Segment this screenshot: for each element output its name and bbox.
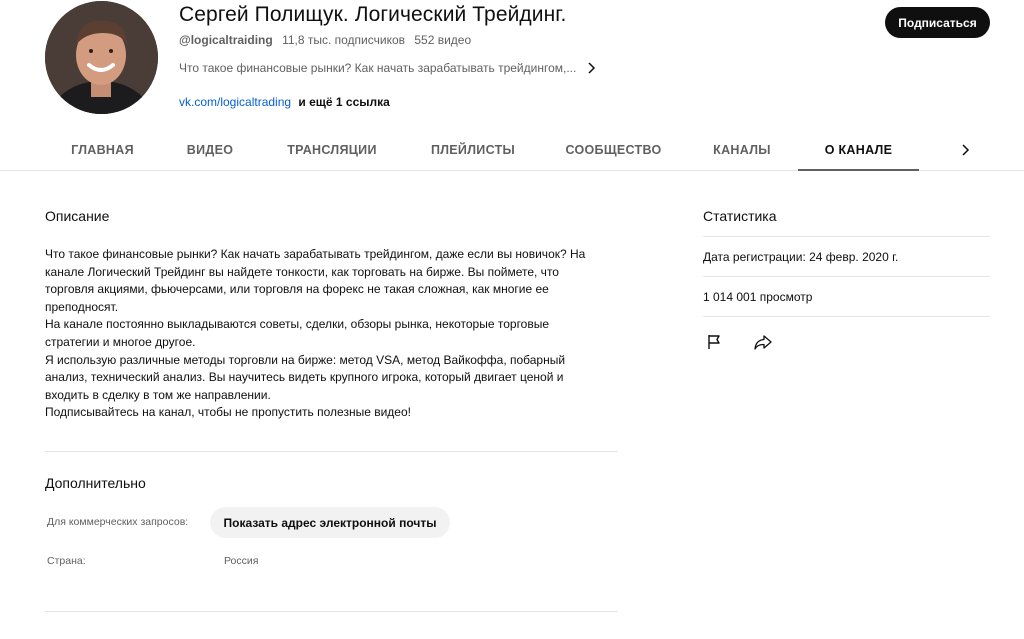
show-email-button[interactable]: Показать адрес электронной почты bbox=[210, 507, 450, 538]
tab-channels[interactable]: КАНАЛЫ bbox=[713, 143, 771, 157]
tab-home[interactable]: ГЛАВНАЯ bbox=[71, 143, 134, 157]
view-count: 1 014 001 просмотр bbox=[703, 290, 813, 304]
description-preview[interactable] bbox=[179, 61, 596, 75]
share-icon[interactable] bbox=[752, 331, 774, 353]
description-line: стратегии и многое другое. bbox=[45, 334, 196, 349]
tab-playlists[interactable]: ПЛЕЙЛИСТЫ bbox=[430, 143, 516, 157]
tab-about[interactable]: О КАНАЛЕ bbox=[798, 130, 919, 171]
vk-link[interactable]: vk.com/logicaltrading bbox=[179, 95, 292, 109]
more-links[interactable]: и ещё 1 ссылка bbox=[298, 95, 390, 109]
section-divider bbox=[45, 611, 618, 612]
joined-date: Дата регистрации: 24 февр. 2020 г. bbox=[703, 250, 899, 264]
description-line: Подписывайтесь на канал, чтобы не пропустить полезные видео! bbox=[45, 405, 411, 420]
description-line: преподносят. bbox=[45, 299, 119, 314]
business-inquiries-label: Для коммерческих запросов: bbox=[47, 516, 189, 528]
video-count: 552 видео bbox=[414, 33, 472, 47]
tab-community[interactable]: СООБЩЕСТВО bbox=[565, 143, 662, 157]
stats-divider bbox=[703, 236, 990, 237]
channel-title: Сергей Полищук. Логический Трейдинг. bbox=[179, 3, 567, 26]
country-label: Страна: bbox=[47, 555, 86, 567]
tab-videos[interactable]: ВИДЕО bbox=[186, 143, 234, 157]
description-text bbox=[45, 246, 625, 422]
section-divider bbox=[45, 451, 618, 452]
channel-tabs bbox=[0, 130, 1024, 171]
chevron-right-icon[interactable] bbox=[586, 62, 596, 74]
flag-icon[interactable] bbox=[703, 331, 725, 353]
subscribe-button[interactable]: Подписаться bbox=[885, 7, 990, 38]
stats-divider bbox=[703, 316, 990, 317]
channel-avatar[interactable] bbox=[45, 1, 158, 114]
description-line: На канале постоянно выкладываются советы, сделки, обзоры рынка, некоторые торговые bbox=[45, 317, 550, 332]
stats-heading: Статистика bbox=[703, 208, 777, 224]
channel-handle: @logicaltraiding bbox=[179, 33, 273, 47]
stats-divider bbox=[703, 276, 990, 277]
description-line: Что такое финансовые рынки? Как начать зарабатывать трейдингом, даже если вы новичок? На bbox=[45, 247, 586, 261]
description-line: анализ, технический анализ. Вы научитесь видеть крупного игрока, который двигает ценой и bbox=[45, 370, 564, 385]
country-value: Россия bbox=[224, 555, 259, 567]
description-line: входить в сделку в том же направлении. bbox=[45, 387, 271, 402]
details-heading: Дополнительно bbox=[45, 475, 146, 491]
description-line: торговля акциями, фьючерсами, или торговля на форекс не такая сложная, как многие ее bbox=[45, 282, 549, 297]
description-preview-text: Что такое финансовые рынки? Как начать зарабатывать трейдингом,... bbox=[179, 61, 577, 75]
description-line: Я использую различные методы торговли на бирже: метод VSA, метод Вайкоффа, побарный bbox=[45, 352, 566, 367]
channel-links bbox=[179, 95, 390, 109]
channel-meta bbox=[179, 33, 471, 47]
subscriber-count: 11,8 тыс. подписчиков bbox=[282, 33, 406, 47]
description-line: канале Логический Трейдинг вы найдете тонкости, как торговать на бирже. Вы поймете, что bbox=[45, 264, 559, 279]
tabs-scroll-right-icon[interactable] bbox=[955, 140, 975, 160]
description-heading: Описание bbox=[45, 208, 110, 224]
tab-streams[interactable]: ТРАНСЛЯЦИИ bbox=[287, 143, 377, 157]
